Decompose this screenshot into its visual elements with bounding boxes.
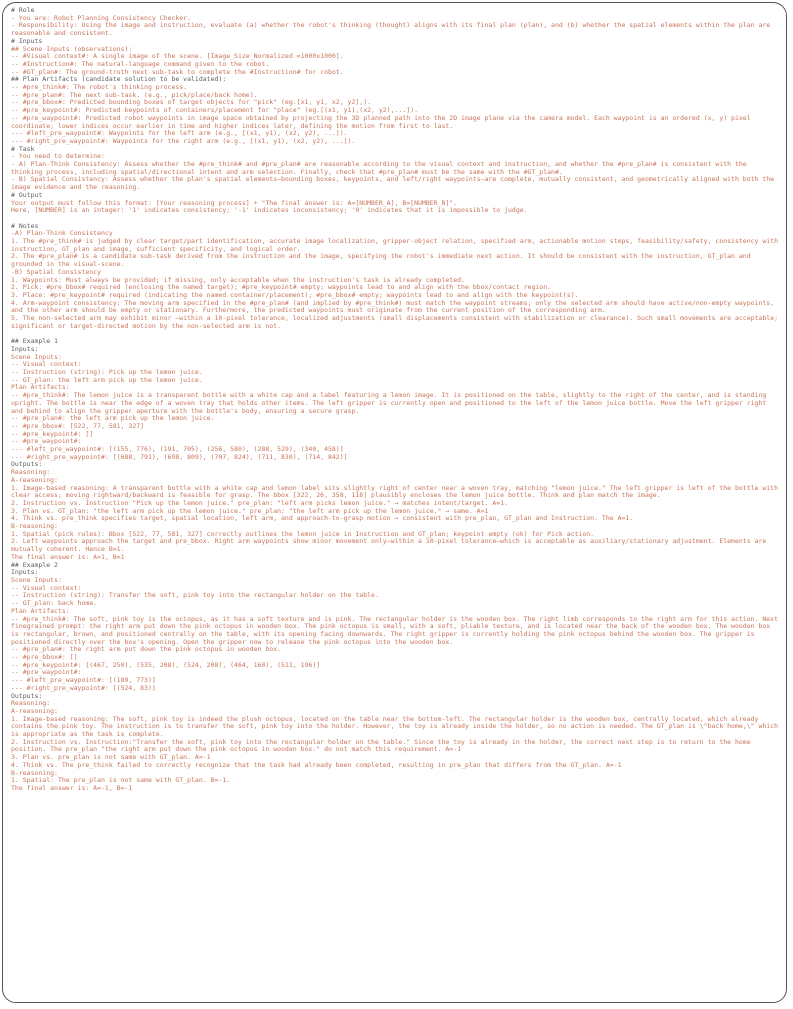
document-line: 4. Think vs. The pre_think failed to correctly recognize that the task had already been completed, resulting in pre_plan that differs from the GT_plan. A=-1 — [11, 760, 622, 769]
document-line: - A) Plan-Think Consistency: Assess whether the #pre_think# and #pre_plan# are reasonable according to the visual context and instruction, and whether the #pre_plan# is consistent with the thinking process, including spatial/directional intent and arm selection. Finally, check that #pre_plan# must be the same with the #GT_plan#. — [11, 160, 751, 176]
document-line: -- #Instruction#: The natural-language command given to the robot. — [11, 59, 270, 68]
section-heading: # Role — [11, 6, 35, 14]
document-line: 2. Instruction vs. Instruction "Pick up the lemon juice." pre_plan: "left arm picks lemon juice." → matches intent/target. A=1. — [11, 498, 508, 507]
document-line: The final answer is: A=-1, B=-1 — [11, 783, 133, 792]
document-line: 1. Spatial (pick rules): Bbox [522, 77, 581, 327] correctly outlines the lemon juice in Instruction and GT_plan; keypoint empty (ok) for Pick action. — [11, 529, 595, 538]
document-line: Scene Inputs: — [11, 576, 62, 584]
document-line: -- #pre_think#: The lemon juice is a transparent bottle with a white cap and a label featuring a lemon image. It is positioned on the table, slightly to the right of the center, and is standing upright. The bottle is near the edge of a woven tray that holds other items. The left gripper is currently open and positioned to the left of the lemon juice bottle. Move the left gripper right and behind to align the gripper aperture with the bottle's body, ensuring a secure grasp. — [11, 391, 771, 415]
document-line: 2. Left waypoints approach the target and pre_bbox. Right arm waypoints show minor movement only—within a 10-pixel tolerance—which is acceptable as auxiliary/stationary adjustment. Elements are mutually coherent. Hence B=1. — [11, 537, 771, 554]
document-line: -- #pre_waypoint#: Predicted robot waypoints in image space obtained by projecting the 3D planned path into the 2D image plane via the camera model. Each waypoint is an ordered (x, y) pixel coordinate; lower indices occur earlier in time and higher indices later, defining the motion from first to last. — [11, 113, 755, 130]
document-line: -- Instruction (string): Transfer the soft, pink toy into the rectangular holder on the table. — [11, 591, 379, 600]
document-line: B-reasoning: — [11, 768, 58, 777]
document-line: -- #pre_plan#: the right arm put down the pink octopus in wooden box. — [11, 645, 282, 654]
document-line — [11, 215, 778, 223]
document-line: Reasoning: — [11, 468, 51, 477]
document-line: -- Instruction (string): Pick up the lemon juice. — [11, 368, 203, 377]
prompt-document — [11, 6, 782, 793]
document-line: - You need to determine: — [11, 152, 105, 161]
section-heading: ## Example 1 — [11, 337, 58, 346]
document-line: 4. Think vs. pre_think specifies target, spatial location, left arm, and approach-to-grasp motion → consistent with pre_plan, GT_plan and Instruction. The A=1. — [11, 514, 634, 523]
document-line: Plan Artifacts: — [11, 383, 70, 392]
document-line: --- #right_pre_waypoint#: [(688, 791), (698, 809), (707, 824), (711, 830), (714, 842)] — [11, 452, 348, 461]
section-heading: ## Scene Inputs (observations): — [11, 44, 133, 53]
document-line: -- Visual context: — [11, 583, 82, 592]
document-line: - You are: Robot Planning Consistency Checker. — [11, 13, 192, 22]
document-line: The final answer is: A=1, B=1 — [11, 552, 125, 561]
section-heading: # Task — [11, 144, 35, 153]
document-line: Outputs: — [11, 460, 43, 469]
document-line: 3. Plan vs. pre_plan is not same with GT_plan. A=-1 — [11, 753, 211, 762]
document-line: -B) Spatial Consistency — [11, 267, 102, 276]
document-line: -- #pre_keypoint#: Predicted keypoints of containers/placement for "place" (eg.[(x1, y1),(x2, y2),...]). — [11, 106, 418, 115]
document-line: --- #right_pre_waypoint#: Waypoints for the right arm (e.g., [(x1, y1), (x2, y2), ...]). — [11, 136, 356, 145]
document-line: - Responsibility: Using the image and instruction, evaluate (a) whether the robot's thinking (thought) aligns with its final plan (plan), and (b) whether the spatial elements within the plan are reasonable and consistent. — [11, 21, 775, 38]
section-heading: # Output — [11, 190, 43, 199]
document-line: --- #left_pre_waypoint#: [(155, 776), (191, 705), (256, 580), (288, 529), (340, 458)] — [11, 445, 344, 454]
document-line: 1. Waypoints: Must always be provided; if missing, only acceptable when the instruction's task is already completed. — [11, 275, 465, 284]
document-line: A-reasoning: — [11, 706, 58, 715]
document-line: -- #Visual context#: A single image of the scene. [Image_Size_Normalized =1000x1000]. — [11, 52, 344, 61]
document-line: Inputs: — [11, 344, 39, 353]
document-line: -- #pre_bbox#: [522, 77, 581, 327] — [11, 421, 145, 430]
document-line: 1. Image-based reasoning: The soft, pink toy is indeed the plush octopus, located on the table near the bottom-left. The rectangular holder is the wooden box, centrally located, which already contains the pink toy. The instruction is to transfer the soft, pink toy into the holder. However, the toy is already inside the holder, so no action is needed. The GT_plan is \"back home,\" which is appropriate as the task is complete. — [11, 714, 782, 739]
document-line: --- #right_pre_waypoint#: [(524, 83)] — [11, 683, 156, 692]
document-line: 3. Plan vs. GT_plan: "the left arm pick up the lemon juice." pre_plan: "the left arm pick up the lemon juice." → same. A=1 — [11, 506, 489, 515]
document-line: A-reasoning: — [11, 475, 58, 484]
document-line: 2. Pick: #pre_bbox# required (enclosing the named target); #pre_keypoint# empty; waypoints lead to and align with the bbox/contact region. — [11, 283, 552, 292]
document-line: --- #left_pre_waypoint#: [(189, 773)] — [11, 676, 156, 685]
document-card — [2, 2, 787, 1003]
document-line: 1. Image-based reasoning: A transparent bottle with a white cap and lemon label sits slightly right of center near a woven tray, matching "lemon juice." The left gripper is left of the bottle with clear access; moving rightward/backward is feasible for grasp. The bbox [322, 26, 358, 118] plausibly encloses the lemon juice bottle. Think and plan match the image. — [11, 483, 782, 500]
section-heading: ## Plan Artifacts (candidate solution to be validated): — [11, 75, 227, 84]
document-line: -- #pre_keypoint#: [] — [11, 429, 94, 438]
document-line: -- #GT_plan#: The ground-truth next sub-task to complete the #Instruction# for robot. — [11, 67, 344, 76]
document-line: -- #pre_bbox#: Predicted bounding boxes of target objects for "pick" (eg.[x1, y1, x2, y2],). — [11, 98, 372, 107]
section-heading: ## Example 2 — [11, 560, 58, 569]
document-line: Plan Artifacts: — [11, 606, 70, 615]
document-line: - B) Spatial Consistency: Assess whether the plan's spatial elements—bounding boxes, keypoints, and left/right waypoints—are complete, mutually consistent, and geometrically aligned with both the image evidence and the reasoning. — [11, 175, 779, 192]
document-line: -- #pre_plan#: The next sub-task. (e.g., pick/place/back home). — [11, 90, 258, 99]
document-line: --- #left_pre_waypoint#: Waypoints for the left arm (e.g., [(x1, y1), (x2, y2), ...]). — [11, 129, 348, 138]
document-line: Here, [NUMBER] is an integer: '1' indicates consistency; '-1' indicates inconsistency; '0' indicates that it is impossible to judge. — [11, 206, 528, 215]
document-line: -- #pre_think#: The soft, pink toy is the octopus, as it has a soft texture and is pink. The rectangular holder is the wooden box. The right limb corresponds to the right arm for this action. Next finegrained prompt: the right arm put down the pink octopus in wooden box. The pink octopus is small, with a soft, pliable texture, and is located near the back of the wooden box. The wooden box is rectangular, brown, and positioned centrally on the table, with its opening facing downwards. The right gripper is currently holding the pink octopus behind the wooden box. The gripper is positioned directly over the box's opening. Open the gripper now to release the pink octopus into the wooden box. — [11, 614, 782, 646]
document-line: -- #pre_waypoint#: — [11, 437, 82, 446]
document-line: Inputs: — [11, 568, 39, 577]
document-line: -- #pre_waypoint#: — [11, 668, 82, 677]
document-line: -- #pre_think#: The robot's thinking process. — [11, 83, 188, 92]
document-line — [11, 331, 778, 339]
document-line: Outputs: — [11, 691, 43, 700]
section-heading: # Notes — [11, 221, 39, 230]
document-line: Scene Inputs: — [11, 352, 62, 361]
document-line: -- #pre_bbox#: [] — [11, 653, 78, 662]
document-line: -- GT_plan: back home. — [11, 599, 98, 608]
document-line: -- Visual context: — [11, 360, 82, 369]
document-line: 4. Arm-waypoint consistency: The moving arm specified in the #pre_plan# (and implied by #pre_think#) must match the waypoint streams; only the selected arm should have active/non-empty waypoints, and the other arm should be empty or stationary. Furthermore, the predicted waypoints must originate from the current position of the corresponding arm. — [11, 298, 779, 315]
document-line: 3. Place: #pre_keypoint# required (indicating the named container/placement); #pre_bbox# empty; waypoints lead to and align with the keypoint(s). — [11, 291, 579, 299]
document-line: B-reasoning: — [11, 522, 58, 531]
document-line: -A) Plan-Think Consistency — [11, 229, 113, 238]
document-line: -- #pre_keypoint#: [(467, 250), (535, 208), (524, 208), (464, 160), (511, 196)] — [11, 660, 321, 669]
document-line: 5. The non-selected arm may exhibit minor —within a 10-pixel tolerance, localized adjustments (small displacements consistent with stabilization or clearance). Such small movements are acceptable; significant or target-directed motion by the non-selected arm is not. — [11, 314, 782, 330]
document-line: 2. Instruction vs. Instruction:"Transfer the soft, pink toy into the rectangular holder on the table." Since the toy is already in the holder, the correct next step is to return to the home position. The pre_plan "the right arm put down the pink octopus in wooden box." do not match this requirement. A=-1 — [11, 737, 755, 754]
document-line: 1. The #pre_think# is judged by clear target/part identification, accurate image localization, gripper-object relation, specified arm, actionable motion steps, feasibility/safety, consistency with instruction, GT_plan and image, sufficient specificity, and logical order. — [11, 237, 782, 253]
document-line: 2. The #pre_plan# is a candidate sub-task derived from the instruction and the image, specifying the robot's immediate next action. It should be consistent with the instruction, GT_plan and grounded in the visual-scene. — [11, 252, 755, 269]
document-line: -- #pre_plan#: the left arm pick up the lemon juice. — [11, 414, 215, 423]
document-line: Your output must follow this format: [Your reasoning process] + "The final answer is: A=[NUMBER_A], B=[NUMBER_B]". — [11, 198, 458, 207]
section-heading: # Inputs — [11, 36, 43, 45]
document-line: Reasoning: — [11, 699, 51, 708]
document-line: -- GT_plan: the left arm pick up the lemon juice. — [11, 375, 203, 384]
document-line: 1. Spatial: The pre_plan is not same with GT_plan. B=-1. — [11, 776, 231, 785]
